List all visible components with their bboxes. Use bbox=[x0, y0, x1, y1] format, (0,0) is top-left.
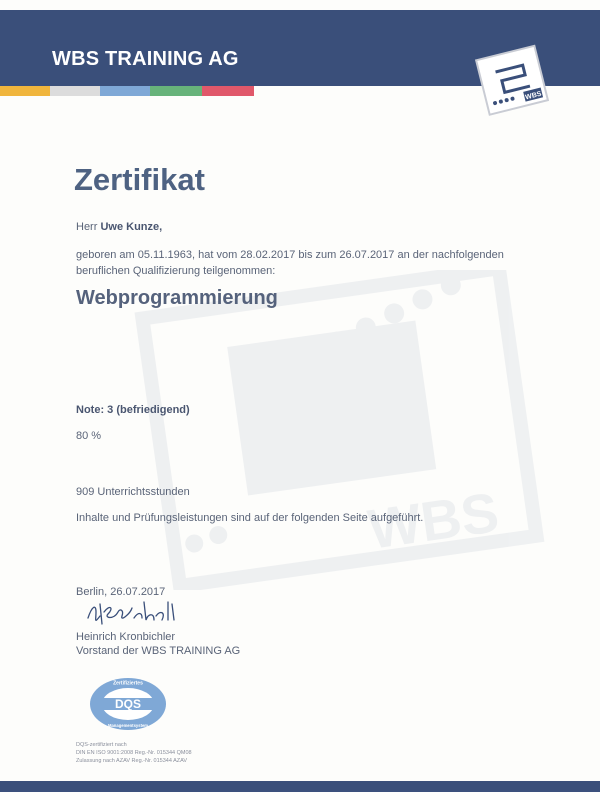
signer-role: Vorstand der WBS TRAINING AG bbox=[76, 645, 241, 657]
certification-small-print bbox=[76, 741, 192, 765]
small-print-line: DIN EN ISO 9001:2008 Reg.-Nr. 015344 QM08 bbox=[76, 750, 192, 756]
course-name: Webprogrammierung bbox=[76, 287, 278, 309]
salutation-prefix: Herr bbox=[76, 221, 98, 233]
company-name: WBS TRAINING AG bbox=[52, 48, 239, 70]
wbs-logo bbox=[468, 40, 558, 120]
dqs-certification-seal bbox=[88, 676, 168, 732]
wbs-watermark bbox=[120, 270, 590, 590]
percentage: 80 % bbox=[76, 430, 102, 442]
small-print-line: Zulassung nach AZAV Reg.-Nr. 015344 AZAV bbox=[76, 758, 188, 764]
handwritten-signature bbox=[84, 598, 184, 628]
seal-top-text: Zertifiziertes bbox=[113, 680, 143, 687]
color-stripe bbox=[100, 86, 150, 96]
seal-center-text: DQS bbox=[114, 697, 142, 711]
place-date: Berlin, 26.07.2017 bbox=[76, 586, 166, 598]
participation-text: geboren am 05.11.1963, hat vom 28.02.2017 bis zum 26.07.2017 an der nachfolgenden beruflichen Qualifizierung teilgenommen: bbox=[76, 249, 504, 277]
info-note: Inhalte und Prüfungsleistungen sind auf der folgenden Seite aufgeführt. bbox=[76, 512, 424, 524]
color-stripe bbox=[50, 86, 100, 96]
teaching-hours: 909 Unterrichtsstunden bbox=[76, 486, 190, 498]
watermark-text: WBS bbox=[364, 480, 503, 561]
signer-name: Heinrich Kronbichler bbox=[76, 631, 176, 643]
recipient-name: Uwe Kunze, bbox=[100, 221, 163, 233]
color-stripe bbox=[202, 86, 254, 96]
logo-text: WBS bbox=[524, 90, 543, 102]
seal-bottom-text: Managementsystem bbox=[107, 723, 149, 728]
color-stripe bbox=[150, 86, 202, 96]
salutation-line bbox=[76, 221, 162, 233]
grade: Note: 3 (befriedigend) bbox=[76, 404, 190, 416]
small-print-line: DQS-zertifiziert nach bbox=[76, 742, 127, 748]
footer-band bbox=[0, 781, 600, 792]
certificate-title: Zertifikat bbox=[74, 162, 205, 197]
color-stripe bbox=[0, 86, 50, 96]
